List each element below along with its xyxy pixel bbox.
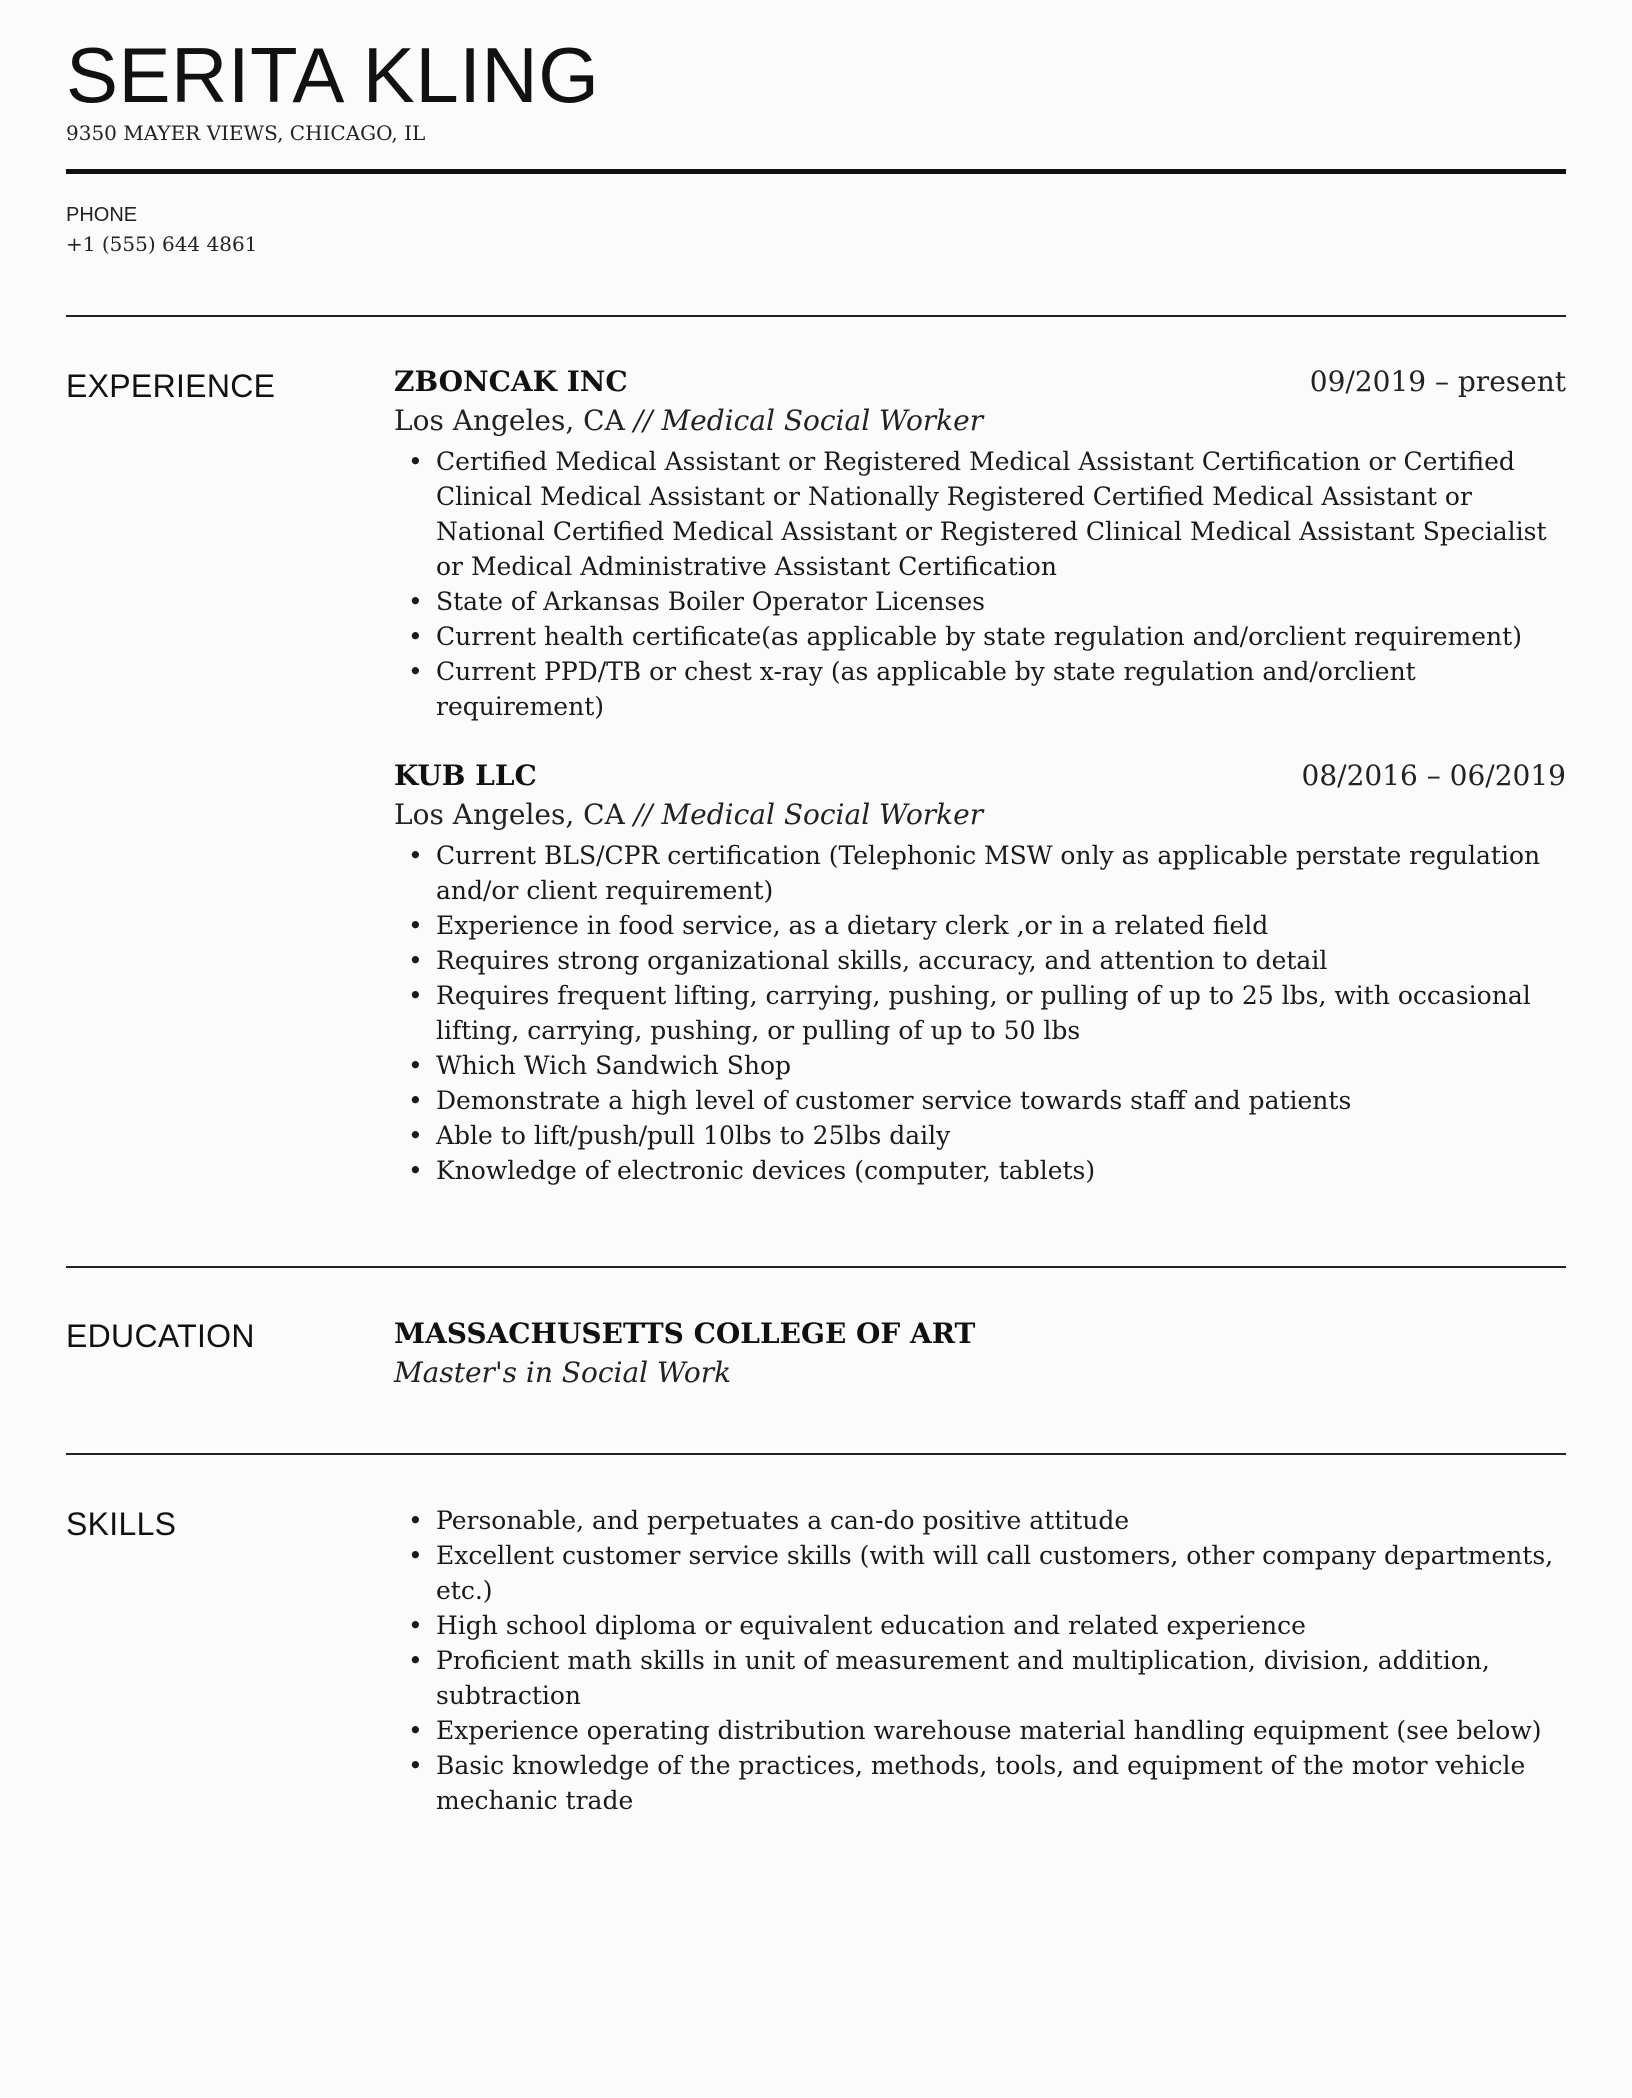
bullet-icon: • [408,981,423,1010]
bullet-icon: • [408,1646,423,1675]
skills-entry [394,1503,1566,1818]
job-dates: 09/2019 – present [1309,365,1566,398]
section-divider [66,1266,1566,1268]
education-school: MASSACHUSETTS COLLEGE OF ART [394,1317,976,1350]
bullet-icon: • [408,911,423,940]
job-separator: // [624,798,662,831]
candidate-name: SERITA KLING [66,31,600,119]
job-subtitle [394,402,1566,440]
list-item: • Able to lift/push/pull 10lbs to 25lbs daily [394,1118,1566,1153]
bullet-icon: • [408,1541,423,1570]
bullet-icon: • [408,946,423,975]
list-item: • Which Wich Sandwich Shop [394,1048,1566,1083]
education-entry [394,1314,1566,1392]
list-item: • Personable, and perpetuates a can-do positive attitude [394,1503,1566,1538]
skills-heading: SKILLS [66,1506,177,1542]
list-item: • Proficient math skills in unit of measurement and multiplication, division, addition, subtraction [394,1643,1566,1713]
list-item: • Current BLS/CPR certification (Telephonic MSW only as applicable perstate regulation and/or client requirement) [394,838,1566,908]
bullet-icon: • [408,1086,423,1115]
list-item: • Certified Medical Assistant or Registered Medical Assistant Certification or Certified Clinical Medical Assistant or Nationally Registered Certified Medical Assistant or National Certified Medical Assistant or Registered Clinical Medical Assistant Specialist or Medical Administrative Assistant Certification [394,444,1566,584]
job-entry [394,362,1566,724]
job-subtitle [394,796,1566,834]
phone-value: +1 (555) 644 4861 [66,232,258,256]
job-company: ZBONCAK INC [394,365,628,398]
job-location: Los Angeles, CA [394,404,625,437]
job-header [394,756,1566,796]
list-item: • High school diploma or equivalent education and related experience [394,1608,1566,1643]
resume-page [66,0,1566,2098]
bullet-icon: • [408,622,423,651]
list-item: • Experience operating distribution warehouse material handling equipment (see below) [394,1713,1566,1748]
bullet-icon: • [408,1611,423,1640]
bullet-icon: • [408,841,423,870]
list-item: • State of Arkansas Boiler Operator Licenses [394,584,1566,619]
bullet-icon: • [408,1156,423,1185]
job-bullets [394,444,1566,724]
list-item: • Current PPD/TB or chest x-ray (as applicable by state regulation and/orclient requirement) [394,654,1566,724]
job-company: KUB LLC [394,759,537,792]
job-bullets [394,838,1566,1188]
list-item: • Excellent customer service skills (with will call customers, other company departments, etc.) [394,1538,1566,1608]
list-item: • Requires strong organizational skills, accuracy, and attention to detail [394,943,1566,978]
job-entry [394,756,1566,1188]
bullet-icon: • [408,1506,423,1535]
section-divider [66,315,1566,317]
phone-label: PHONE [66,204,138,226]
job-location: Los Angeles, CA [394,798,625,831]
bullet-icon: • [408,1121,423,1150]
job-header [394,362,1566,402]
experience-heading: EXPERIENCE [66,368,276,404]
bullet-icon: • [408,1716,423,1745]
education-degree: Master's in Social Work [394,1356,732,1389]
skills-bullets [394,1503,1566,1818]
bullet-icon: • [408,1751,423,1780]
bullet-icon: • [408,1051,423,1080]
list-item: • Current health certificate(as applicable by state regulation and/orclient requirement) [394,619,1566,654]
list-item: • Demonstrate a high level of customer service towards staff and patients [394,1083,1566,1118]
job-separator: // [624,404,662,437]
bullet-icon: • [408,587,423,616]
candidate-address: 9350 MAYER VIEWS, CHICAGO, IL [66,121,426,145]
education-heading: EDUCATION [66,1318,255,1354]
section-divider [66,1453,1566,1455]
list-item: • Knowledge of electronic devices (computer, tablets) [394,1153,1566,1188]
list-item: • Basic knowledge of the practices, methods, tools, and equipment of the motor vehicle mechanic trade [394,1748,1566,1818]
header-divider [66,169,1566,174]
bullet-icon: • [408,447,423,476]
job-title: Medical Social Worker [661,404,984,437]
list-item: • Experience in food service, as a dietary clerk ,or in a related field [394,908,1566,943]
bullet-icon: • [408,657,423,686]
job-title: Medical Social Worker [661,798,984,831]
job-dates: 08/2016 – 06/2019 [1301,759,1566,792]
list-item: • Requires frequent lifting, carrying, pushing, or pulling of up to 25 lbs, with occasional lifting, carrying, pushing, or pulling of up to 50 lbs [394,978,1566,1048]
